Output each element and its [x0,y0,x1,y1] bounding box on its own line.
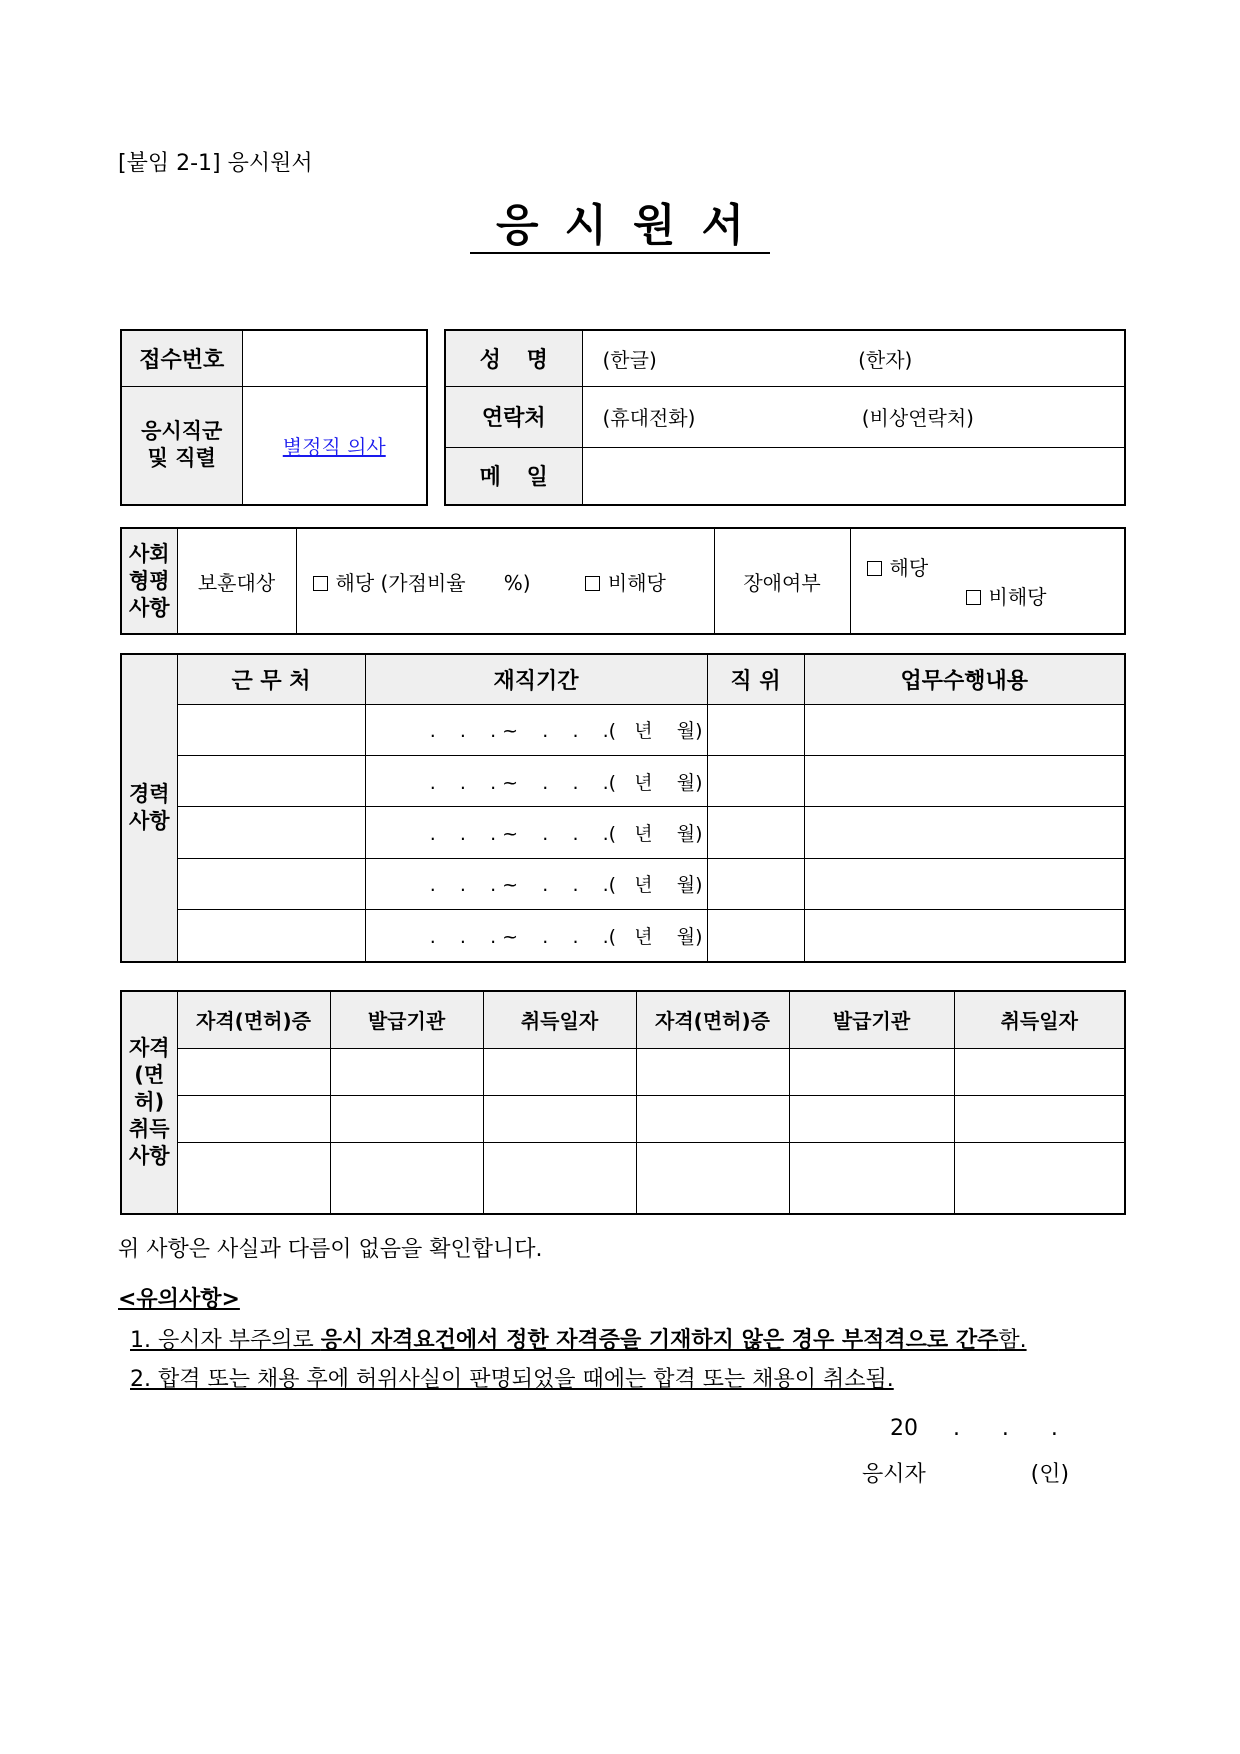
career-table [120,653,1126,963]
career-workplace-cell[interactable] [177,704,365,755]
disability-options [850,528,1125,634]
license-col-name: 자격(면허)증 [177,991,330,1048]
license-col-date: 취득일자 [483,991,636,1048]
personal-info-table [444,329,1126,506]
career-period-cell[interactable]: . . . ~ . . .( 년 월) [365,858,707,909]
attachment-heading [118,146,313,177]
license-cell[interactable] [636,1048,789,1095]
license-cell[interactable] [177,1048,330,1095]
veteran-not-applicable-checkbox[interactable] [585,576,600,591]
disability-not-applicable-checkbox[interactable] [966,590,981,605]
social-label-line3: 사항 [128,595,170,620]
disability-applicable-label: 해당 [889,556,929,580]
license-cell[interactable] [177,1143,330,1214]
license-section-label [121,991,177,1214]
license-cell[interactable] [177,1095,330,1142]
name-label: 성 명 [445,330,582,386]
job-group-label [121,386,242,505]
name-korean-hint: (한글) [602,347,657,372]
receipt-no-field[interactable] [242,330,427,386]
license-cell[interactable] [789,1095,954,1142]
career-label-line1: 경력 [128,782,170,806]
veteran-options [296,528,714,634]
career-section-label [121,654,177,962]
disability-applicable-checkbox[interactable] [867,561,882,576]
career-position-cell[interactable] [707,910,804,962]
disability-not-applicable-label: 비해당 [988,585,1047,609]
notice-item-1 [130,1323,1027,1354]
license-label-line4: 사항 [128,1144,170,1168]
attachment-title: 응시원서 [227,151,313,176]
contact-field[interactable] [582,386,1125,447]
name-hanja-hint: (한자) [858,347,913,372]
emergency-hint: (비상연락처) [861,406,974,430]
license-col-issuer: 발급기관 [330,991,483,1048]
email-field[interactable] [582,447,1125,505]
license-cell[interactable] [330,1143,483,1214]
document-title-wrap [0,200,1240,254]
career-col-period: 재직기간 [365,654,707,704]
career-duties-cell[interactable] [804,858,1125,909]
notice-item-1-emphasis: 응시 자격요건에서 정한 자격증을 기재하지 않은 경우 부적격으로 간주 [320,1328,999,1353]
veteran-applicable-label: 해당 (가점비율 %) [335,570,531,595]
career-duties-cell[interactable] [804,807,1125,858]
career-period-cell[interactable]: . . . ~ . . .( 년 월) [365,807,707,858]
career-workplace-cell[interactable] [177,910,365,962]
license-col-date-2: 취득일자 [954,991,1125,1048]
veteran-label: 보훈대상 [177,528,296,634]
veteran-applicable-checkbox[interactable] [313,576,328,591]
social-label-line2: 형평 [128,568,170,593]
license-cell[interactable] [789,1048,954,1095]
career-workplace-cell[interactable] [177,755,365,806]
license-table [120,990,1126,1215]
career-period-cell[interactable]: . . . ~ . . .( 년 월) [365,755,707,806]
license-col-name-2: 자격(면허)증 [636,991,789,1048]
confirmation-text: 위 사항은 사실과 다름이 없음을 확인합니다. [118,1237,543,1262]
career-col-duties: 업무수행내용 [804,654,1125,704]
notice-item-2: 2. 합격 또는 채용 후에 허위사실이 판명되었을 때에는 합격 또는 채용이 취소됨. [130,1367,894,1392]
social-label-line1: 사회 [128,541,170,566]
license-label-line3: 취득 [128,1117,170,1141]
name-field[interactable] [582,330,1125,386]
career-workplace-cell[interactable] [177,858,365,909]
attachment-label: [붙임 2-1] [118,151,221,176]
job-label-line1: 응시직군 [141,419,223,444]
license-label-line1: 자격 [128,1036,170,1060]
license-cell[interactable] [330,1048,483,1095]
career-position-cell[interactable] [707,807,804,858]
career-position-cell[interactable] [707,704,804,755]
career-col-workplace: 근 무 처 [177,654,365,704]
notice-item-1-prefix: 1. 응시자 부주의로 [130,1328,321,1353]
job-value-link[interactable]: 별정직 의사 [282,434,386,459]
license-col-issuer-2: 발급기관 [789,991,954,1048]
veteran-not-applicable-option[interactable] [585,567,666,596]
signature-line[interactable]: 응시자 (인) [862,1462,1070,1487]
disability-applicable-option[interactable] [867,552,929,581]
license-cell[interactable] [954,1095,1125,1142]
career-row [121,858,1125,909]
license-row [121,1095,1125,1142]
career-label-line2: 사항 [128,809,170,833]
license-cell[interactable] [483,1143,636,1214]
mobile-hint: (휴대전화) [602,406,696,430]
license-cell[interactable] [483,1095,636,1142]
license-cell[interactable] [789,1143,954,1214]
social-section-label [121,528,177,634]
license-cell[interactable] [636,1095,789,1142]
job-label-line2: 및 직렬 [147,446,216,471]
document-title: 응시원서 [470,200,770,254]
career-period-cell[interactable]: . . . ~ . . .( 년 월) [365,910,707,962]
contact-label: 연락처 [445,386,582,447]
career-position-cell[interactable] [707,755,804,806]
career-col-position: 직 위 [707,654,804,704]
email-label: 메 일 [445,447,582,505]
veteran-applicable-option[interactable] [313,567,531,596]
career-row [121,704,1125,755]
career-position-cell[interactable] [707,858,804,909]
career-period-cell[interactable]: . . . ~ . . .( 년 월) [365,704,707,755]
receipt-table [120,329,428,506]
veteran-not-applicable-label: 비해당 [607,570,666,595]
license-cell[interactable] [483,1048,636,1095]
career-row [121,910,1125,962]
notice-title: <유의사항> [118,1287,240,1312]
career-duties-cell[interactable] [804,755,1125,806]
license-row [121,1143,1125,1214]
license-row [121,1048,1125,1095]
career-workplace-cell[interactable] [177,807,365,858]
license-cell[interactable] [330,1095,483,1142]
receipt-no-label: 접수번호 [121,330,242,386]
license-label-line2: (면허) [134,1063,165,1114]
career-row [121,807,1125,858]
career-row [121,755,1125,806]
date-line[interactable]: 20 . . . [890,1416,1058,1441]
license-cell[interactable] [636,1143,789,1214]
license-cell[interactable] [954,1143,1125,1214]
career-duties-cell[interactable] [804,910,1125,962]
disability-not-applicable-option[interactable] [966,581,1047,610]
social-equity-table [120,527,1126,635]
career-duties-cell[interactable] [804,704,1125,755]
disability-label: 장애여부 [714,528,850,634]
license-cell[interactable] [954,1048,1125,1095]
notice-item-1-suffix: 함. [998,1328,1027,1353]
